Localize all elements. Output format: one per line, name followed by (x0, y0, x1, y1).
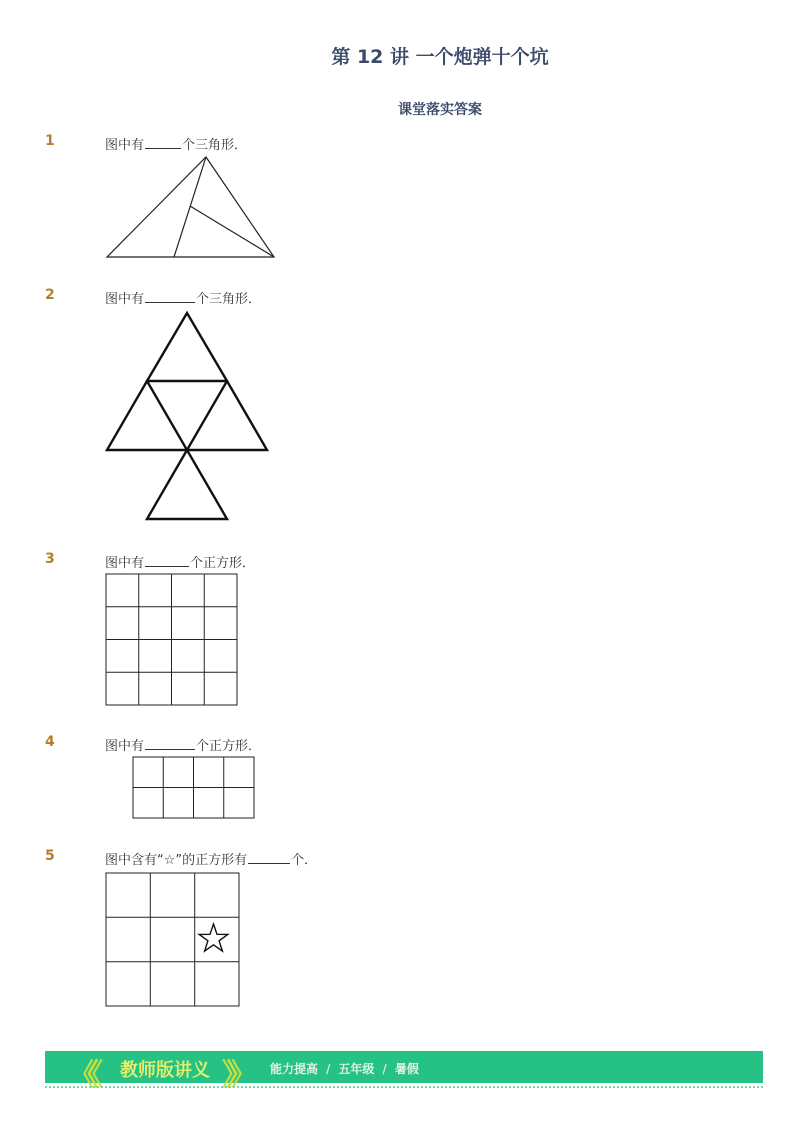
footer-title: 教师版讲义 (120, 1060, 210, 1081)
question-suffix: 个． (291, 853, 318, 868)
footer-dotted-divider (45, 1086, 763, 1088)
question-suffix: 个三角形． (196, 292, 262, 307)
top-triangle (147, 313, 227, 381)
answer-blank (145, 290, 195, 303)
question-number-2: 2 (45, 287, 55, 303)
question-suffix: 个正方形． (190, 556, 256, 571)
answer-blank (248, 851, 290, 864)
question-suffix: 个三角形． (182, 138, 248, 153)
left-triangle (107, 381, 187, 450)
page-title: 第 12 讲 一个炮弹十个坑 (331, 46, 549, 68)
footer-item: 暑假 (394, 1062, 419, 1076)
question-prefix: 图中有 (105, 138, 145, 153)
footer-separator: / (382, 1062, 387, 1076)
question-text-5 (105, 849, 317, 868)
question-number-4: 4 (45, 734, 55, 750)
answer-blank (145, 737, 195, 750)
answer-blank (145, 136, 181, 149)
question-text-2 (105, 288, 261, 307)
figure-grid-2x4 (132, 756, 256, 820)
question-text-3 (105, 552, 255, 571)
question-text-1 (105, 134, 247, 153)
inner-line-2 (190, 206, 274, 257)
figure-grid-3x3-star (105, 872, 241, 1008)
right-triangle (187, 381, 267, 450)
question-suffix: 个正方形． (196, 739, 262, 754)
question-prefix: 图中有 (105, 739, 145, 754)
grid-border (106, 873, 239, 1006)
chevron-left-icon: 《《 (68, 1058, 93, 1093)
section-subtitle: 课堂落实答案 (398, 102, 482, 118)
star-icon (199, 924, 228, 951)
question-text-4 (105, 735, 261, 754)
question-prefix: 图中有 (105, 292, 145, 307)
figure-triangles-2 (104, 310, 272, 524)
footer-breadcrumb (270, 1060, 419, 1077)
question-number-1: 1 (45, 133, 55, 149)
footer-item: 能力提高 (270, 1062, 319, 1076)
inner-line-1 (174, 157, 206, 257)
figure-grid-4x4 (105, 573, 239, 707)
figure-triangles-1 (104, 154, 278, 260)
question-number-3: 3 (45, 551, 55, 567)
bottom-triangle (147, 450, 227, 519)
footer-separator: / (326, 1062, 331, 1076)
question-prefix: 图中含有“☆”的正方形有 (105, 853, 248, 868)
answer-blank (145, 554, 189, 567)
footer-item: 五年级 (338, 1062, 375, 1076)
chevron-right-icon: 》》 (222, 1058, 247, 1093)
question-prefix: 图中有 (105, 556, 145, 571)
question-number-5: 5 (45, 848, 55, 864)
